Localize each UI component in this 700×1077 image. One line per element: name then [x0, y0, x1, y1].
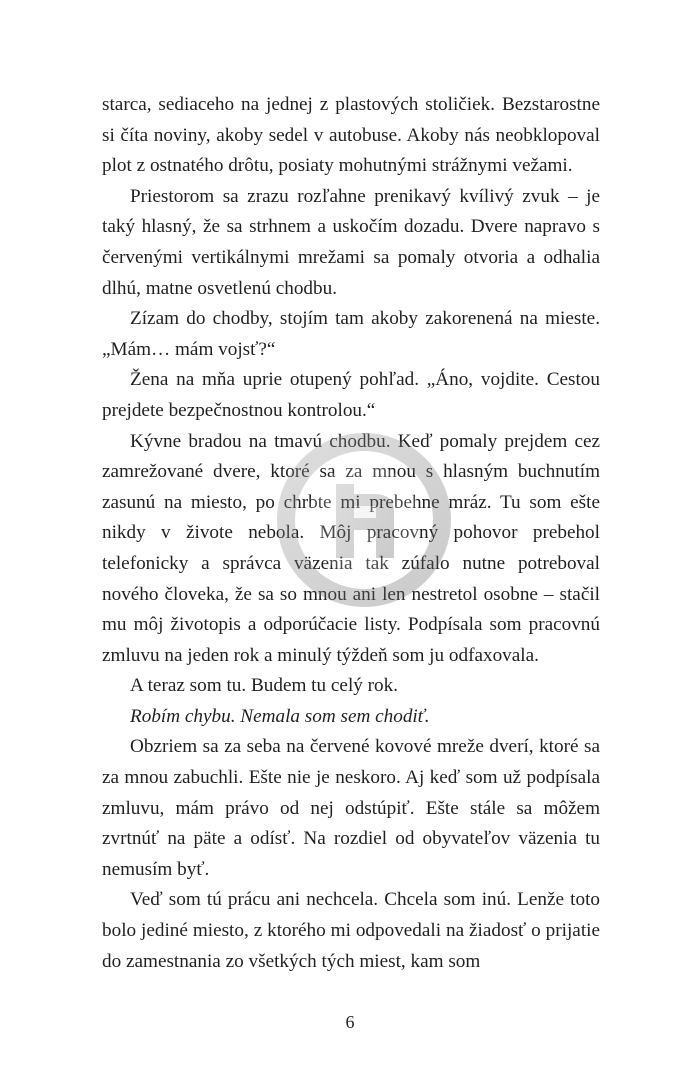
body-text [102, 90, 600, 977]
paragraph: Zízam do chodby, stojím tam akoby zakorenená na mieste. „Mám… mám vojsť?“ [102, 308, 600, 360]
page-body [102, 90, 600, 1020]
page-number: 6 [345, 1012, 355, 1032]
paragraph: Obzriem sa za seba na červené kovové mreže dverí, ktoré sa za mnou zabuchli. Ešte nie je neskoro. Aj keď som už podpísala zmluvu, mám právo od nej odstúpiť. Ešte stále sa môžem zvrtnúť na päte a odísť. Na rozdiel od obyvateľov väzenia tu nemusím byť. [102, 736, 600, 880]
paragraph: A teraz som tu. Budem tu celý rok. [130, 675, 399, 697]
paragraph-italic: Robím chybu. Nemala som sem chodiť. [130, 705, 430, 727]
paragraph: Kývne bradou na tmavú chodbu. Keď pomaly prejdem cez zamrežované dvere, ktoré sa za mnou s hlasným buchnutím zasunú na miesto, po chrbte mi prebehne mráz. Tu som ešte nikdy v živote nebola. Môj pracovný pohovor prebehol telefonicky a správca väzenia tak zúfalo nutne potreboval nového človeka, že sa so mnou ani len nestretol osobne – stačil mu môj životopis a odporúčacie listy. Podpísala som pracovnú zmluvu na jeden rok a minulý týždeň som ju odfaxovala. [102, 430, 600, 666]
paragraph: Veď som tú prácu ani nechcela. Chcela som inú. Lenže toto bolo jediné miesto, z ktorého mi odpovedali na žiadosť o prijatie do zamestnania zo všetkých tých miest, kam som [102, 889, 600, 972]
paragraph: Priestorom sa zrazu rozľahne prenikavý kvílivý zvuk – je taký hlasný, že sa strhnem a uskočím dozadu. Dvere napravo s červenými vertikálnymi mrežami sa pomaly otvoria a odhalia dlhú, matne osvetlenú chodbu. [102, 185, 600, 299]
paragraph: Žena na mňa uprie otupený pohľad. „Áno, vojdite. Cestou prejdete bezpečnostnou kontrolou.“ [102, 369, 600, 421]
paragraph: starca, sediaceho na jednej z plastových stoličiek. Bezstarostne si číta noviny, akoby sedel v autobuse. Akoby nás neobklopoval plot z ostnatého drôtu, posiaty mohutnými strážnymi vežami. [102, 94, 600, 177]
